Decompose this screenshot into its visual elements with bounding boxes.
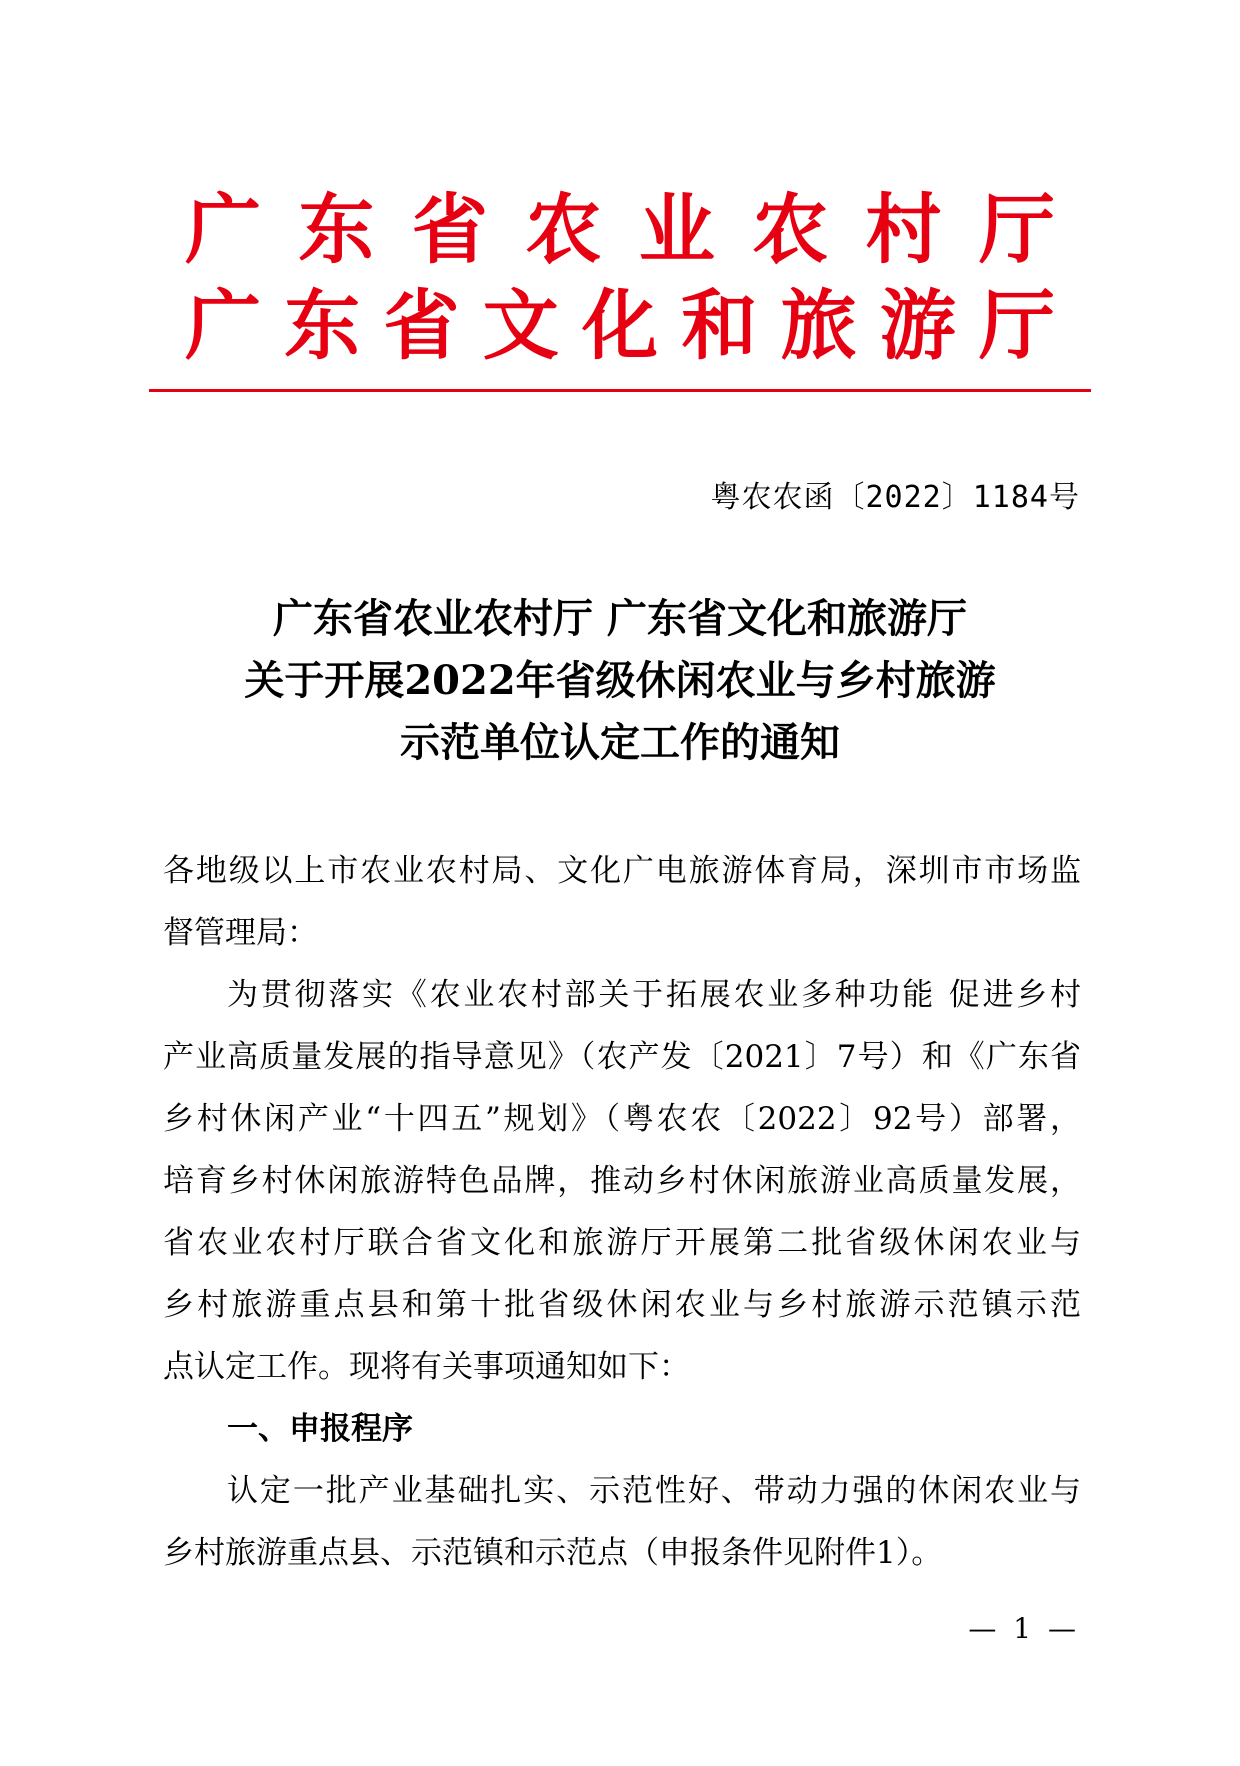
document-number: 粤农农函〔2022〕1184号: [710, 480, 1080, 515]
body-line: 省农业农村厅联合省文化和旅游厅开展第二批省级休闲农业与: [163, 1225, 1081, 1261]
header-char: 业: [638, 185, 715, 274]
page-number: — 1 —: [968, 1612, 1080, 1645]
header-char: 东: [298, 185, 375, 274]
header-char: 广: [185, 185, 261, 274]
header-char: 游: [879, 281, 956, 370]
body-line: 为贯彻落实《农业农村部关于拓展农业多种功能 促进乡村: [227, 977, 1081, 1013]
body-line: 乡村旅游重点县、示范镇和示范点（申报条件见附件1）。: [163, 1535, 943, 1571]
body-line: 产业高质量发展的指导意见》（农产发〔2021〕7号）和《广东省: [163, 1039, 1081, 1075]
body-line: 培育乡村休闲旅游特色品牌，推动乡村休闲旅游业高质量发展，: [163, 1163, 1081, 1199]
header-char: 厅: [979, 281, 1055, 370]
body-line: 乡村旅游重点县和第十批省级休闲农业与乡村旅游示范镇示范: [163, 1287, 1081, 1323]
header-char: 省: [383, 281, 460, 370]
header-char: 农: [752, 185, 829, 274]
header-char: 省: [411, 185, 488, 274]
body-line: 认定一批产业基础扎实、示范性好、带动力强的休闲农业与: [227, 1473, 1081, 1509]
header-char: 旅: [780, 281, 857, 370]
title-line: 广东省农业农村厅 广东省文化和旅游厅: [273, 595, 967, 642]
salutation-line: 各地级以上市农业农村局、文化广电旅游体育局，深圳市市场监: [163, 853, 1081, 889]
header-char: 村: [865, 185, 942, 274]
issuer-header-agriculture: [185, 185, 1055, 274]
document-title: [0, 588, 1240, 774]
header-char: 文: [482, 281, 559, 370]
header-char: 化: [582, 281, 658, 370]
header-char: 农: [525, 185, 602, 274]
title-line: 示范单位认定工作的通知: [400, 719, 840, 766]
header-char: 东: [284, 281, 361, 370]
title-line: 关于开展2022年省级休闲农业与乡村旅游: [244, 657, 996, 704]
header-char: 厅: [978, 185, 1055, 274]
body-line: 点认定工作。现将有关事项通知如下：: [163, 1349, 690, 1385]
red-divider: [149, 389, 1091, 392]
salutation-line: 督管理局：: [163, 915, 318, 951]
header-char: 和: [681, 281, 758, 370]
document-body: [163, 840, 1081, 1584]
issuer-header-culture-tourism: [185, 281, 1055, 370]
header-char: 广: [185, 281, 261, 370]
section-heading: 一、申报程序: [227, 1411, 413, 1447]
body-line: 乡村休闲产业“十四五”规划》（粤农农〔2022〕92号）部署，: [163, 1101, 1081, 1137]
